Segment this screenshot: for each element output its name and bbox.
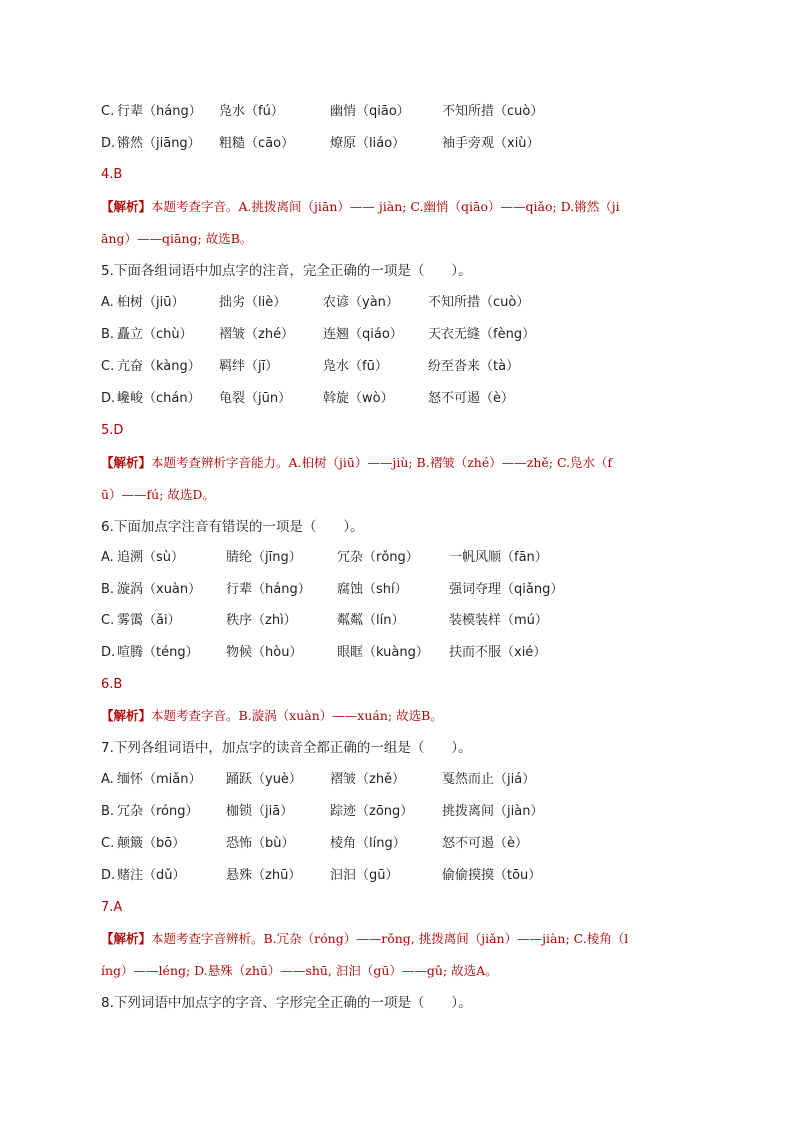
option-word: 连翘（qiáo） (323, 327, 403, 342)
option-label: D. (101, 136, 116, 151)
option-label: C. (101, 613, 115, 628)
option-label: C. (101, 104, 115, 119)
option-word: 汩汩（gū） (330, 868, 399, 883)
option-label: D. (101, 391, 116, 406)
option-word: 粼粼（lín） (337, 613, 405, 628)
option-word: 戛然而止（jiá） (442, 772, 536, 787)
option-word: 天衣无缝（fèng） (428, 327, 536, 342)
option-label: D. (101, 645, 116, 660)
analysis-q5-line2: ū）——fú; 故选D。 (101, 487, 215, 502)
analysis-text: 本题考查字音辨析。B.冗杂（róng）——rǒng, 挑拨离间（jiǎn）——jiàn; C.棱角（l (151, 931, 629, 946)
analysis-q7-line2: íng）——léng; D.悬殊（zhū）——shū, 汩汩（gū）——gǔ; 故选A。 (101, 963, 498, 978)
option-word: 矗立（chù） (117, 327, 193, 342)
option-word: 悬殊（zhū） (226, 868, 302, 883)
option-word: 亢奋（kàng） (117, 359, 201, 374)
option-word: 赌注（dǔ） (117, 868, 186, 883)
option-word: 踊跃（yuè） (226, 772, 302, 787)
answer-q5: 5.D (101, 423, 124, 438)
option-word: 颠簸（bō） (117, 836, 186, 851)
option-word: 羁绊（jī） (219, 359, 279, 374)
question-7: 7.下列各组词语中，加点字的读音全都正确的一组是（ ）。 (101, 740, 472, 756)
option-word: 装模装样（mú） (449, 613, 548, 628)
analysis-text: 本题考查辨析字音能力。A.桕树（jiū）——jiù; B.褶皱（zhé）——zhě; C.凫水（f (151, 455, 613, 470)
analysis-q6-line1 (101, 708, 443, 724)
option-word: 踪迹（zōng） (330, 804, 414, 819)
analysis-tag: 【解析】 (101, 455, 152, 470)
option-label: A. (101, 295, 114, 310)
option-word: 凫水（fū） (323, 359, 388, 374)
option-label: B. (101, 804, 115, 819)
option-word: 斡旋（wò） (323, 391, 394, 406)
question-5: 5.下面各组词语中加点字的注音，完全正确的一项是（ ）。 (101, 263, 472, 279)
option-label: A. (101, 550, 114, 565)
option-word: 行辈（háng） (226, 582, 311, 597)
option-word: 纷至沓来（tà） (428, 359, 520, 374)
option-word: 枷锁（jiā） (226, 804, 294, 819)
option-word: 漩涡（xuàn） (117, 582, 202, 597)
analysis-text: 本题考查字音。A.挑拨离间（jiān）—— jiàn; C.幽悄（qiāo）——qiǎo; D.锵然（ji (151, 199, 620, 214)
option-word: 怒不可遏（è） (442, 836, 528, 851)
option-word: 褶皱（zhě） (330, 772, 406, 787)
option-label: C. (101, 836, 115, 851)
option-word: 物候（hòu） (226, 645, 303, 660)
option-word: 挑拨离间（jiàn） (442, 804, 544, 819)
answer-q6: 6.B (101, 677, 123, 692)
option-word: 喧腾（téng） (117, 645, 199, 660)
option-word: 偷偷摸摸（tōu） (442, 868, 542, 883)
option-word: 腐蚀（shí） (337, 582, 408, 597)
answer-q7: 7.A (101, 900, 123, 915)
option-word: 凫水（fú） (219, 104, 284, 119)
option-word: 农谚（yàn） (323, 295, 399, 310)
option-word: 拙劣（liè） (219, 295, 287, 310)
option-word: 冗杂（róng） (117, 804, 199, 819)
option-word: 雾霭（ǎi） (117, 613, 181, 628)
option-word: 冗杂（rǒng） (337, 550, 419, 565)
option-word: 恐怖（bù） (226, 836, 295, 851)
option-word: 褶皱（zhé） (219, 327, 295, 342)
option-word: 强词夺理（qiǎng） (449, 582, 564, 597)
option-word: 粗糙（cāo） (219, 136, 295, 151)
analysis-tag: 【解析】 (101, 199, 152, 214)
option-word: 锵然（jiāng） (117, 136, 201, 151)
question-6: 6.下面加点字注音有错误的一项是（ ）。 (101, 519, 364, 535)
option-word: 巉峻（chán） (117, 391, 201, 406)
option-word: 追溯（sù） (117, 550, 185, 565)
option-word: 不知所措（cuò） (442, 104, 544, 119)
option-word: 缅怀（miǎn） (117, 772, 202, 787)
option-word: 怒不可遏（è） (428, 391, 514, 406)
analysis-text: 本题考查字音。B.漩涡（xuàn）——xuán; 故选B。 (151, 708, 443, 723)
analysis-tag: 【解析】 (101, 931, 152, 946)
analysis-q5-line1 (101, 455, 612, 471)
option-word: 龟裂（jūn） (219, 391, 292, 406)
option-word: 桕树（jiū） (117, 295, 185, 310)
option-label: D. (101, 868, 116, 883)
option-word: 扶而不服（xié） (449, 645, 547, 660)
option-word: 袖手旁观（xiù） (442, 136, 540, 151)
option-label: A. (101, 772, 114, 787)
option-word: 不知所措（cuò） (428, 295, 530, 310)
option-word: 行辈（háng） (117, 104, 202, 119)
question-8: 8.下列词语中加点字的字音、字形完全正确的一项是（ ）。 (101, 995, 472, 1011)
option-label: B. (101, 582, 115, 597)
option-word: 秩序（zhì） (226, 613, 297, 628)
option-label: C. (101, 359, 115, 374)
option-word: 幽悄（qiāo） (330, 104, 410, 119)
option-word: 一帆风顺（fān） (449, 550, 548, 565)
option-word: 燎原（liáo） (330, 136, 406, 151)
analysis-tag: 【解析】 (101, 708, 152, 723)
answer-q4: 4.B (101, 167, 123, 182)
analysis-q7-line1 (101, 931, 628, 947)
analysis-q4-line1 (101, 199, 620, 215)
option-word: 眼眶（kuàng） (337, 645, 429, 660)
analysis-q4-line2: āng）——qiāng; 故选B。 (101, 231, 253, 246)
option-label: B. (101, 327, 115, 342)
option-word: 棱角（líng） (330, 836, 406, 851)
option-word: 腈纶（jīng） (226, 550, 302, 565)
